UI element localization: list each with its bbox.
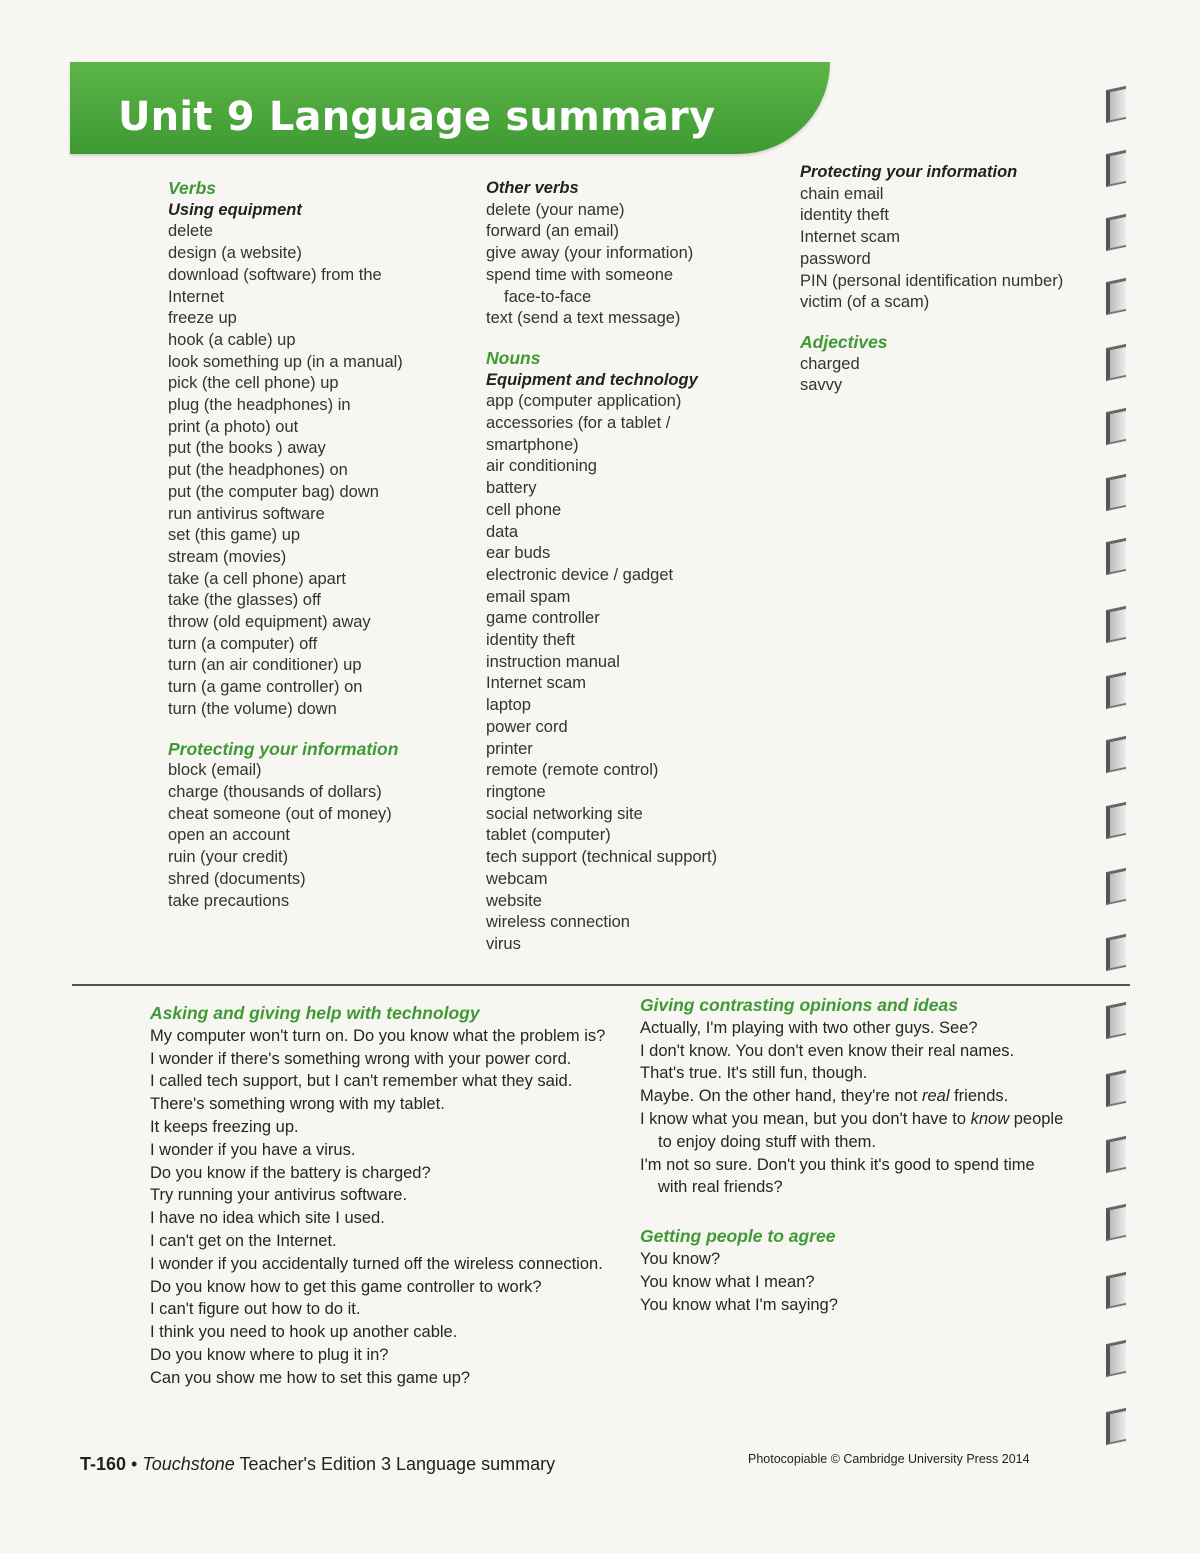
list-item: Can you show me how to set this game up? <box>150 1368 471 1387</box>
other-verbs-heading: Other verbs <box>486 179 579 197</box>
list-item: My computer won't turn on. Do you know what the problem is? <box>150 1026 606 1045</box>
list-item: app (computer application) <box>486 392 682 411</box>
verbs-heading: Verbs <box>168 178 216 198</box>
list-item: printer <box>486 739 533 758</box>
nouns-heading: Nouns <box>486 347 541 368</box>
help-technology-list <box>150 1025 605 1390</box>
list-item: tablet (computer) <box>486 826 611 845</box>
list-item: data <box>486 522 519 541</box>
list-item: victim (of a scam) <box>800 293 930 312</box>
list-item: pick (the cell phone) up <box>168 374 339 393</box>
list-item: stream (movies) <box>168 547 287 566</box>
list-item: shred (documents) <box>168 869 306 888</box>
contrasting-agree-section <box>640 994 1063 1316</box>
list-item: plug (the headphones) in <box>168 396 351 415</box>
list-item: password <box>800 249 871 268</box>
list-item: I wonder if you have a virus. <box>150 1140 356 1159</box>
contrasting-line: I know what you mean, but you don't have to know people <box>640 1109 1064 1128</box>
list-item: instruction manual <box>486 652 620 671</box>
list-item: I have no idea which site I used. <box>150 1209 385 1228</box>
other-verbs-item: spend time with someone <box>486 265 674 284</box>
list-item: run antivirus software <box>168 504 325 523</box>
list-item: cheat someone (out of money) <box>168 804 392 823</box>
contrasting-line: I'm not so sure. Don't you think it's good to spend time <box>640 1155 1035 1174</box>
copyright-notice: Photocopiable © Cambridge University Press 2014 <box>748 1452 1030 1466</box>
list-item: cell phone <box>486 500 562 519</box>
list-item: chain email <box>800 184 884 203</box>
book-title: Touchstone <box>142 1454 235 1474</box>
contrasting-line: That's true. It's still fun, though. <box>640 1064 868 1083</box>
protecting-adjectives-column <box>800 162 1063 397</box>
list-item: You know? <box>640 1249 721 1268</box>
list-item: electronic device / gadget <box>486 565 674 584</box>
protecting-verbs-heading: Protecting your information <box>168 738 399 759</box>
page-title: Unit 9 Language summary <box>118 94 716 140</box>
list-item: charged <box>800 354 860 373</box>
list-item: hook (a cable) up <box>168 330 296 349</box>
list-item: freeze up <box>168 309 237 328</box>
list-item: tech support (technical support) <box>486 848 718 867</box>
list-item: open an account <box>168 826 291 845</box>
list-item: ear buds <box>486 544 551 563</box>
list-item: print (a photo) out <box>168 417 299 436</box>
list-item: take (a cell phone) apart <box>168 569 346 588</box>
list-item: social networking site <box>486 804 643 823</box>
list-item: You know what I mean? <box>640 1272 815 1291</box>
list-item: Internet scam <box>800 228 900 247</box>
other-verbs-item: give away (your information) <box>486 244 694 263</box>
list-item: power cord <box>486 717 568 736</box>
help-technology-section <box>150 1002 605 1390</box>
using-equipment-list <box>168 221 403 720</box>
list-item: webcam <box>486 869 548 888</box>
other-verbs-item: face-to-face <box>504 287 592 306</box>
list-item: game controller <box>486 609 600 628</box>
verbs-column <box>168 178 403 912</box>
protecting-verbs-list <box>168 760 403 912</box>
list-item: put (the headphones) on <box>168 461 348 480</box>
agree-heading: Getting people to agree <box>640 1226 836 1247</box>
other-verbs-item: delete (your name) <box>486 200 625 219</box>
list-item: I called tech support, but I can't remember what they said. <box>150 1072 573 1091</box>
list-item: savvy <box>800 376 843 395</box>
list-item: take (the glasses) off <box>168 591 321 610</box>
list-item: turn (a game controller) on <box>168 678 363 697</box>
list-item: ruin (your credit) <box>168 848 289 867</box>
list-item: Internet scam <box>486 674 586 693</box>
protecting-nouns-heading: Protecting your information <box>800 163 1018 181</box>
contrasting-line: I don't know. You don't even know their real names. <box>640 1041 1015 1060</box>
contrasting-line: with real friends? <box>658 1178 783 1197</box>
equipment-technology-heading: Equipment and technology <box>486 370 698 389</box>
using-equipment-heading: Using equipment <box>168 200 302 219</box>
list-item: There's something wrong with my tablet. <box>150 1095 445 1114</box>
list-item: accessories (for a tablet / <box>486 414 671 433</box>
protecting-nouns-list <box>800 184 1063 314</box>
contrasting-line: Actually, I'm playing with two other guys. See? <box>640 1018 978 1037</box>
list-item: I wonder if you accidentally turned off the wireless connection. <box>150 1254 603 1273</box>
contrasting-line: to enjoy doing stuff with them. <box>658 1132 876 1151</box>
section-divider <box>72 984 1130 986</box>
list-item: put (the computer bag) down <box>168 482 379 501</box>
list-item: Try running your antivirus software. <box>150 1186 408 1205</box>
list-item: Do you know if the battery is charged? <box>150 1163 431 1182</box>
list-item: look something up (in a manual) <box>168 352 403 371</box>
list-item: I wonder if there's something wrong with your power cord. <box>150 1049 572 1068</box>
list-item: It keeps freezing up. <box>150 1117 299 1136</box>
other-verbs-nouns-column <box>486 178 717 956</box>
list-item: I can't get on the Internet. <box>150 1231 337 1250</box>
list-item: email spam <box>486 587 571 606</box>
list-item: PIN (personal identification number) <box>800 271 1064 290</box>
list-item: identity theft <box>486 631 575 650</box>
contrasting-line: Maybe. On the other hand, they're not real friends. <box>640 1087 1009 1106</box>
list-item: put (the books ) away <box>168 439 326 458</box>
list-item: wireless connection <box>486 913 630 932</box>
list-item: delete <box>168 222 213 241</box>
contrasting-heading: Giving contrasting opinions and ideas <box>640 995 958 1015</box>
adjectives-heading: Adjectives <box>800 331 888 352</box>
list-item: Internet <box>168 287 224 306</box>
spiral-binding <box>1106 88 1130 1428</box>
list-item: Do you know how to get this game controller to work? <box>150 1277 542 1296</box>
list-item: air conditioning <box>486 457 597 476</box>
list-item: I think you need to hook up another cable. <box>150 1323 458 1342</box>
adjectives-list <box>800 354 1063 397</box>
list-item: identity theft <box>800 206 889 225</box>
list-item: You know what I'm saying? <box>640 1295 838 1314</box>
list-item: laptop <box>486 696 531 715</box>
list-item: turn (a computer) off <box>168 634 318 653</box>
list-item: design (a website) <box>168 244 302 263</box>
list-item: turn (an air conditioner) up <box>168 656 362 675</box>
list-item: battery <box>486 479 537 498</box>
other-verbs-item: forward (an email) <box>486 222 619 241</box>
list-item: turn (the volume) down <box>168 699 337 718</box>
list-item: download (software) from the <box>168 265 382 284</box>
list-item: charge (thousands of dollars) <box>168 782 382 801</box>
list-item: virus <box>486 934 521 953</box>
list-item: block (email) <box>168 761 262 780</box>
other-verbs-item: text (send a text message) <box>486 309 681 328</box>
list-item: remote (remote control) <box>486 761 659 780</box>
nouns-list <box>486 391 717 955</box>
list-item: set (this game) up <box>168 526 301 545</box>
list-item: Do you know where to plug it in? <box>150 1345 389 1364</box>
list-item: I can't figure out how to do it. <box>150 1300 361 1319</box>
list-item: take precautions <box>168 891 290 910</box>
footer-page-label: T-160 • Touchstone Teacher's Edition 3 Language summary <box>80 1454 556 1474</box>
page-number: T-160 <box>80 1454 127 1474</box>
list-item: throw (old equipment) away <box>168 613 371 632</box>
list-item: smartphone) <box>486 435 579 454</box>
help-technology-heading: Asking and giving help with technology <box>150 1003 480 1023</box>
list-item: website <box>486 891 542 910</box>
list-item: ringtone <box>486 782 546 801</box>
agree-list <box>640 1248 1063 1316</box>
